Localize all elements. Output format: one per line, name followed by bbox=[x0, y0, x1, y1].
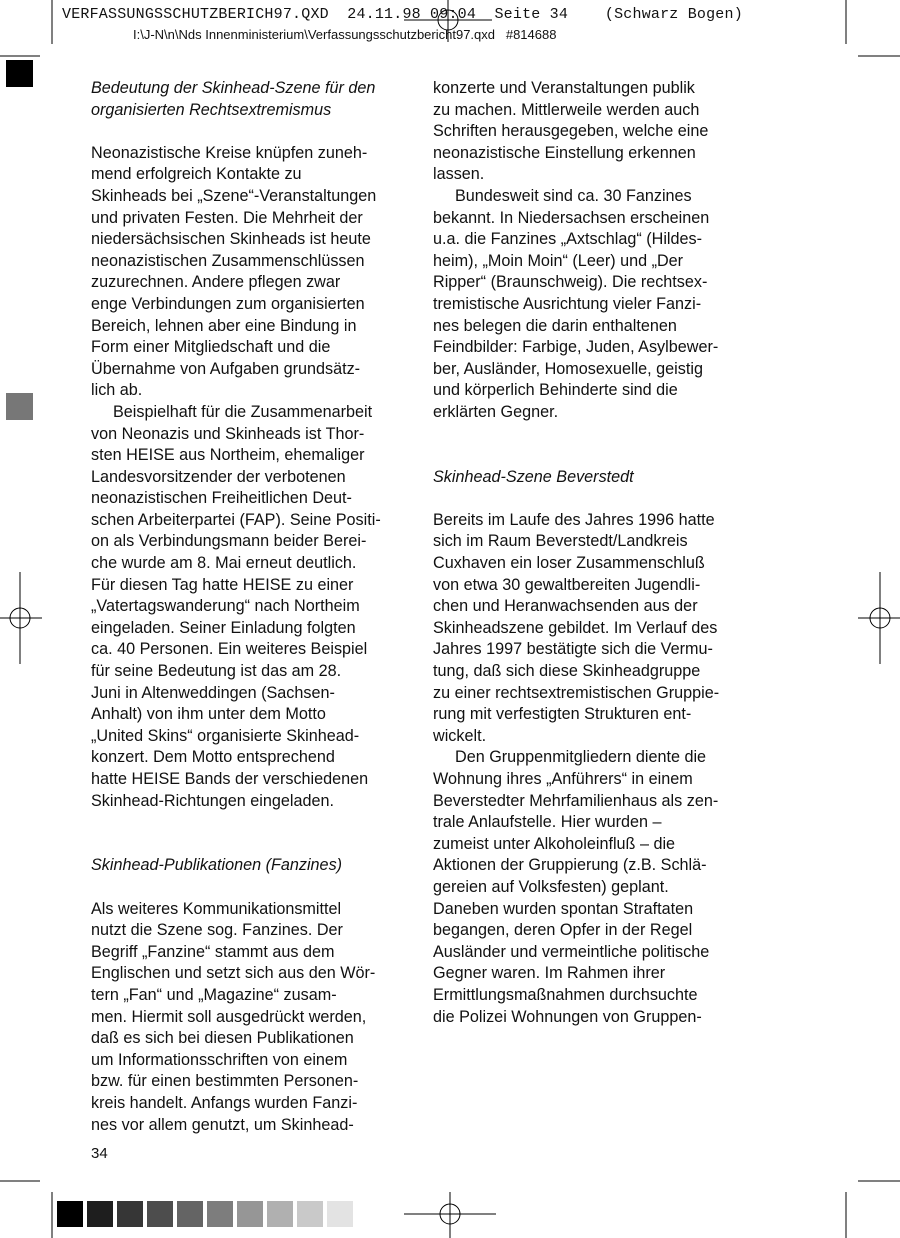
gray-registration-square bbox=[6, 393, 33, 420]
text-line: Skinheads bei „Szene“-Veranstaltungen bbox=[91, 186, 377, 205]
text-line: erklärten Gegner. bbox=[433, 402, 559, 421]
text-line: sich im Raum Beverstedt/Landkreis bbox=[433, 532, 688, 551]
gray-swatch bbox=[117, 1201, 143, 1227]
paragraph-neonazi-circles bbox=[91, 143, 403, 402]
left-column bbox=[91, 78, 403, 1136]
text-line: tremistische Ausrichtung vieler Fanzi- bbox=[433, 294, 702, 313]
text-line: lassen. bbox=[433, 165, 485, 184]
text-line: Feindbilder: Farbige, Juden, Asylbewer- bbox=[433, 338, 719, 357]
text-line: heim), „Moin Moin“ (Leer) und „Der bbox=[433, 251, 684, 270]
text-line: Schriften herausgegeben, welche eine bbox=[433, 122, 709, 141]
text-line: Skinhead-Richtungen eingeladen. bbox=[91, 791, 334, 810]
text-line: men. Hiermit soll ausgedrückt werden, bbox=[91, 1007, 367, 1026]
text-line: neonazistischen Freiheitlichen Deut- bbox=[91, 489, 352, 508]
text-line: gereien auf Volksfesten) geplant. bbox=[433, 877, 669, 896]
text-line: trale Anlaufstelle. Hier wurden – bbox=[433, 813, 662, 832]
text-line: zu einer rechtsextremistischen Gruppie- bbox=[433, 683, 720, 702]
text-line: che wurde am 8. Mai erneut deutlich. bbox=[91, 554, 357, 573]
text-line: Übernahme von Aufgaben grundsätz- bbox=[91, 359, 361, 378]
section-heading-beverstedt bbox=[433, 467, 745, 489]
text-line: Bundesweit sind ca. 30 Fanzines bbox=[455, 186, 692, 205]
text-line: neonazistischen Zusammenschlüssen bbox=[91, 251, 365, 270]
text-line: Skinheadszene gebildet. Im Verlauf des bbox=[433, 618, 718, 637]
text-line: Als weiteres Kommunikationsmittel bbox=[91, 899, 342, 918]
text-line: Neonazistische Kreise knüpfen zuneh- bbox=[91, 143, 368, 162]
text-line: nutzt die Szene sog. Fanzines. Der bbox=[91, 921, 343, 940]
paragraph-group-activities bbox=[433, 747, 745, 1028]
paragraph-fanzine-continuation bbox=[433, 78, 745, 186]
paragraph-fanzines bbox=[91, 899, 403, 1137]
gray-swatch bbox=[57, 1201, 83, 1227]
text-line: rung mit verfestigten Strukturen ent- bbox=[433, 705, 692, 724]
text-line: für seine Bedeutung ist das am 28. bbox=[91, 662, 342, 681]
text-line: zu machen. Mittlerweile werden auch bbox=[433, 100, 700, 119]
text-line: on als Verbindungsmann beider Berei- bbox=[91, 532, 367, 551]
slug-line: VERFASSUNGSSCHUTZBERICH97.QXD 24.11.98 09:04 Seite 34 (Schwarz Bogen) bbox=[62, 6, 743, 23]
section-heading-skinhead-significance bbox=[91, 78, 403, 121]
text-line: Gegner waren. Im Rahmen ihrer bbox=[433, 964, 666, 983]
text-line: Landesvorsitzender der verbotenen bbox=[91, 467, 346, 486]
text-line: daß es sich bei diesen Publikationen bbox=[91, 1029, 354, 1048]
text-line: Jahres 1997 bestätigte sich die Vermu- bbox=[433, 640, 713, 659]
text-line: Begriff „Fanzine“ stammt aus dem bbox=[91, 942, 335, 961]
heading-line: organisierten Rechtsextremismus bbox=[91, 100, 332, 119]
right-column bbox=[433, 78, 745, 1028]
gray-swatch bbox=[327, 1201, 353, 1227]
text-line: Form einer Mitgliedschaft und die bbox=[91, 338, 331, 357]
text-line: Anhalt) von ihm unter dem Motto bbox=[91, 705, 326, 724]
gray-swatch bbox=[267, 1201, 293, 1227]
text-line: ber, Ausländer, Homosexuelle, geistig bbox=[433, 359, 703, 378]
grayscale-control-strip bbox=[57, 1201, 353, 1227]
gray-swatch bbox=[297, 1201, 323, 1227]
text-line: neonazistische Einstellung erkennen bbox=[433, 143, 696, 162]
text-line: von etwa 30 gewaltbereiten Jugendli- bbox=[433, 575, 701, 594]
text-line: Bereich, lehnen aber eine Bindung in bbox=[91, 316, 357, 335]
text-line: begangen, deren Opfer in der Regel bbox=[433, 921, 693, 940]
text-line: Aktionen der Gruppierung (z.B. Schlä- bbox=[433, 856, 707, 875]
text-line: Wohnung ihres „Anführers“ in einem bbox=[433, 770, 693, 788]
text-line: niedersächsischen Skinheads ist heute bbox=[91, 230, 371, 249]
text-line: nes vor allem genutzt, um Skinhead- bbox=[91, 1115, 354, 1134]
paragraph-fanzine-count bbox=[433, 186, 745, 424]
text-line: hatte HEISE Bands der verschiedenen bbox=[91, 770, 369, 788]
heading-line: Skinhead-Szene Beverstedt bbox=[433, 467, 634, 486]
text-line: bzw. für einen bestimmten Personen- bbox=[91, 1072, 359, 1091]
text-line: Ripper“ (Braunschweig). Die rechtsex- bbox=[433, 273, 708, 292]
text-line: Ermittlungsmaßnahmen durchsuchte bbox=[433, 985, 698, 1004]
text-line: tern „Fan“ und „Magazine“ zusam- bbox=[91, 985, 337, 1004]
section-heading-fanzines bbox=[91, 855, 403, 877]
text-line: ca. 40 Personen. Ein weiteres Beispiel bbox=[91, 640, 368, 659]
paragraph-heise-example bbox=[91, 402, 403, 812]
file-path: I:\J-N\n\Nds Innenministerium\Verfassungsschutzbericht97.qxd #814688 bbox=[133, 27, 557, 42]
text-line: „United Skins“ organisierte Skinhead- bbox=[91, 726, 360, 745]
text-line: bekannt. In Niedersachsen erscheinen bbox=[433, 208, 710, 227]
text-line: konzert. Dem Motto entsprechend bbox=[91, 748, 335, 767]
paragraph-beverstedt-group bbox=[433, 510, 745, 748]
text-line: und körperlich Behinderte sind die bbox=[433, 381, 678, 400]
text-line: zumeist unter Alkoholeinfluß – die bbox=[433, 834, 676, 853]
gray-swatch bbox=[147, 1201, 173, 1227]
text-line: „Vatertagswanderung“ nach Northeim bbox=[91, 597, 360, 616]
text-line: zuzurechnen. Andere pflegen zwar bbox=[91, 273, 341, 292]
text-line: mend erfolgreich Kontakte zu bbox=[91, 165, 302, 184]
text-line: Juni in Altenweddingen (Sachsen- bbox=[91, 683, 335, 702]
text-line: Ausländer und vermeintliche politische bbox=[433, 942, 710, 961]
text-line: u.a. die Fanzines „Axtschlag“ (Hildes- bbox=[433, 230, 702, 249]
text-line: lich ab. bbox=[91, 381, 143, 400]
text-line: Den Gruppenmitgliedern diente die bbox=[455, 748, 707, 767]
gray-swatch bbox=[177, 1201, 203, 1227]
text-line: enge Verbindungen zum organisierten bbox=[91, 294, 365, 313]
black-registration-square bbox=[6, 60, 33, 87]
text-line: nes belegen die darin enthaltenen bbox=[433, 316, 677, 335]
text-line: schen Arbeiterpartei (FAP). Seine Positi- bbox=[91, 510, 381, 529]
text-line: Für diesen Tag hatte HEISE zu einer bbox=[91, 575, 354, 594]
text-line: die Polizei Wohnungen von Gruppen- bbox=[433, 1007, 702, 1026]
text-line: wickelt. bbox=[433, 726, 487, 745]
text-line: chen und Heranwachsenden aus der bbox=[433, 597, 698, 616]
text-line: Bereits im Laufe des Jahres 1996 hatte bbox=[433, 510, 715, 529]
heading-line: Bedeutung der Skinhead-Szene für den bbox=[91, 79, 376, 97]
text-line: und privaten Festen. Die Mehrheit der bbox=[91, 208, 363, 227]
text-line: Beispielhaft für die Zusammenarbeit bbox=[113, 402, 373, 421]
text-line: Beverstedter Mehrfamilienhaus als zen- bbox=[433, 791, 719, 810]
heading-line: Skinhead-Publikationen (Fanzines) bbox=[91, 856, 343, 875]
text-line: Cuxhaven ein loser Zusammenschluß bbox=[433, 554, 705, 573]
gray-swatch bbox=[237, 1201, 263, 1227]
text-line: Daneben wurden spontan Straftaten bbox=[433, 899, 694, 918]
text-line: Englischen und setzt sich aus den Wör- bbox=[91, 964, 376, 983]
text-line: eingeladen. Seiner Einladung folgten bbox=[91, 618, 356, 637]
text-line: tung, daß sich diese Skinheadgruppe bbox=[433, 662, 701, 681]
gray-swatch bbox=[87, 1201, 113, 1227]
text-line: konzerte und Veranstaltungen publik bbox=[433, 79, 695, 97]
gray-swatch bbox=[207, 1201, 233, 1227]
text-line: um Informationsschriften von einem bbox=[91, 1050, 348, 1069]
page-number: 34 bbox=[91, 1145, 108, 1162]
text-line: sten HEISE aus Northeim, ehemaliger bbox=[91, 446, 365, 465]
text-line: kreis handelt. Anfangs wurden Fanzi- bbox=[91, 1093, 358, 1112]
text-line: von Neonazis und Skinheads ist Thor- bbox=[91, 424, 365, 443]
